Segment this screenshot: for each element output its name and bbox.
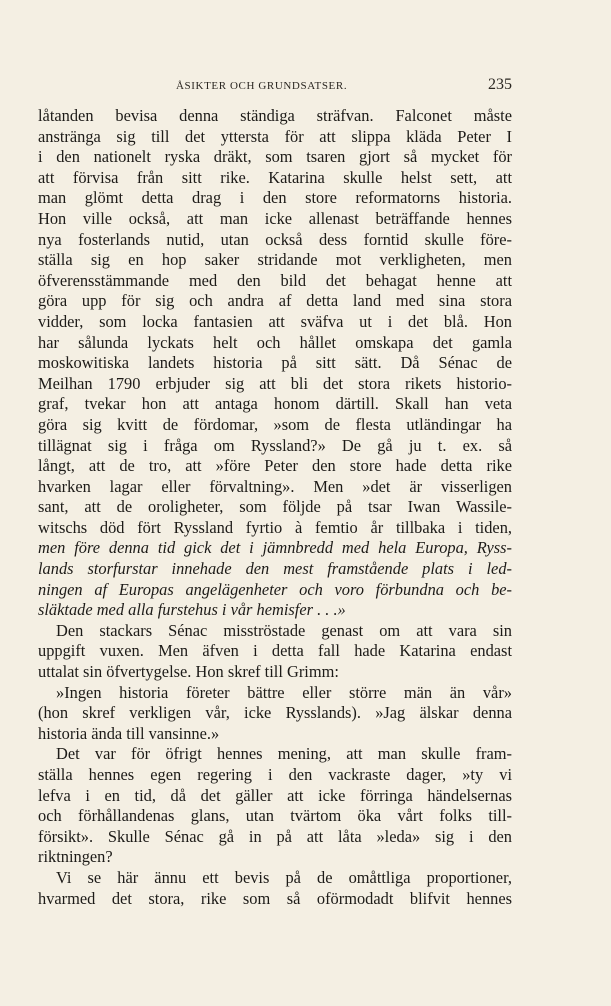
text-line: moskowitiska landets historia på sitt sätt. Då Sénac de bbox=[38, 353, 512, 373]
text-line: att förvisa från sitt rike. Katarina skulle helst sett, att bbox=[38, 167, 512, 187]
text-line: i den nationelt ryska dräkt, som tsaren gjort så mycket för bbox=[38, 147, 512, 167]
text-line: anstränga sig till det yttersta för att slippa kläda Peter I bbox=[38, 126, 512, 146]
text-line: ställa hennes egen regering i den vackraste dager, »ty vi bbox=[38, 765, 512, 784]
text-line: »Ingen historia företer bättre eller större män än vår» bbox=[56, 682, 512, 702]
text-line: Den stackars Sénac misströstade genast om att vara sin bbox=[56, 620, 512, 640]
text-line: hvarken lagar eller förvaltning». Men »det är visserligen bbox=[38, 476, 512, 496]
running-title: ÅSIKTER OCH GRUNDSATSER. bbox=[176, 80, 348, 92]
text-line: och förhållandenas glans, utan tvärtom öka vårt folks till- bbox=[38, 806, 512, 826]
text-line: sant, att de oroligheter, som följde på tsar Iwan Wassile- bbox=[38, 497, 512, 517]
text-line: graf, tvekar hon att antaga honom därtill. Skall han veta bbox=[38, 394, 512, 414]
body-text bbox=[38, 106, 512, 909]
text-line: har sålunda lyckats helt och hållet omskapa det gamla bbox=[38, 332, 512, 352]
text-line: nya fosterlands nutid, utan också dess forntid skulle före- bbox=[38, 229, 512, 249]
text-line: lands storfurstar innehade den mest framstående plats i led- bbox=[38, 559, 512, 579]
text-line: uttalat sin öfvertygelse. Hon skref till Grimm: bbox=[38, 662, 339, 682]
text-line: historia ända till vansinne.» bbox=[38, 723, 220, 743]
page-header bbox=[38, 76, 512, 96]
text-line: men före denna tid gick det i jämnbredd med hela Europa, Ryss- bbox=[38, 538, 512, 558]
text-line: Hon ville också, att man icke allenast beträffande hennes bbox=[38, 208, 512, 228]
text-line: Vi se här ännu ett bevis på de omåttliga proportioner, bbox=[56, 867, 512, 887]
page-number: 235 bbox=[488, 76, 512, 93]
text-line: man glömt detta drag i den store reformatorns historia. bbox=[38, 188, 512, 208]
text-line: försikt». Skulle Sénac gå in på att låta »leda» sig i den bbox=[38, 826, 512, 846]
text-line: långt, att de tro, att »före Peter den store hade detta rike bbox=[38, 456, 512, 476]
text-line: låtanden bevisa denna ständiga sträfvan. Falconet måste bbox=[38, 106, 512, 125]
text-line: tillägnat sig i fråga om Ryssland?» De gå ju t. ex. så bbox=[38, 435, 512, 455]
text-line: ningen af Europas angelägenheter och voro förbundna och be- bbox=[38, 579, 512, 599]
text-line: vidder, som locka fantasien att sväfva ut i det blå. Hon bbox=[38, 311, 512, 331]
text-line: (hon skref verkligen vår, icke Rysslands). »Jag älskar denna bbox=[38, 703, 512, 723]
text-line: göra upp för sig och andra af detta land med sina stora bbox=[38, 291, 512, 311]
text-line: öfverensstämmande med den bild det behagat henne att bbox=[38, 270, 512, 290]
text-line: göra sig kvitt de fördomar, »som de flesta utländingar ha bbox=[38, 414, 512, 434]
text-line: uppgift vuxen. Men äfven i detta fall hade Katarina endast bbox=[38, 641, 512, 661]
text-line: hvarmed det stora, rike som så oförmodadt blifvit hennes bbox=[38, 888, 512, 908]
text-line: Det var för öfrigt hennes mening, att man skulle fram- bbox=[56, 744, 512, 764]
text-line: witschs död fört Ryssland fyrtio à femtio år tillbaka i tiden, bbox=[38, 517, 512, 537]
text-line: släktade med alla furstehus i vår hemisfer . . .» bbox=[38, 600, 346, 620]
text-line: riktningen? bbox=[38, 847, 113, 867]
text-line: ställa sig en hop saker stridande mot verkligheten, men bbox=[38, 250, 512, 270]
text-line: lefva i en tid, då det gäller att icke förringa händelsernas bbox=[38, 785, 512, 805]
text-line: Meilhan 1790 erbjuder sig att bli det stora rikets historio- bbox=[38, 373, 512, 393]
